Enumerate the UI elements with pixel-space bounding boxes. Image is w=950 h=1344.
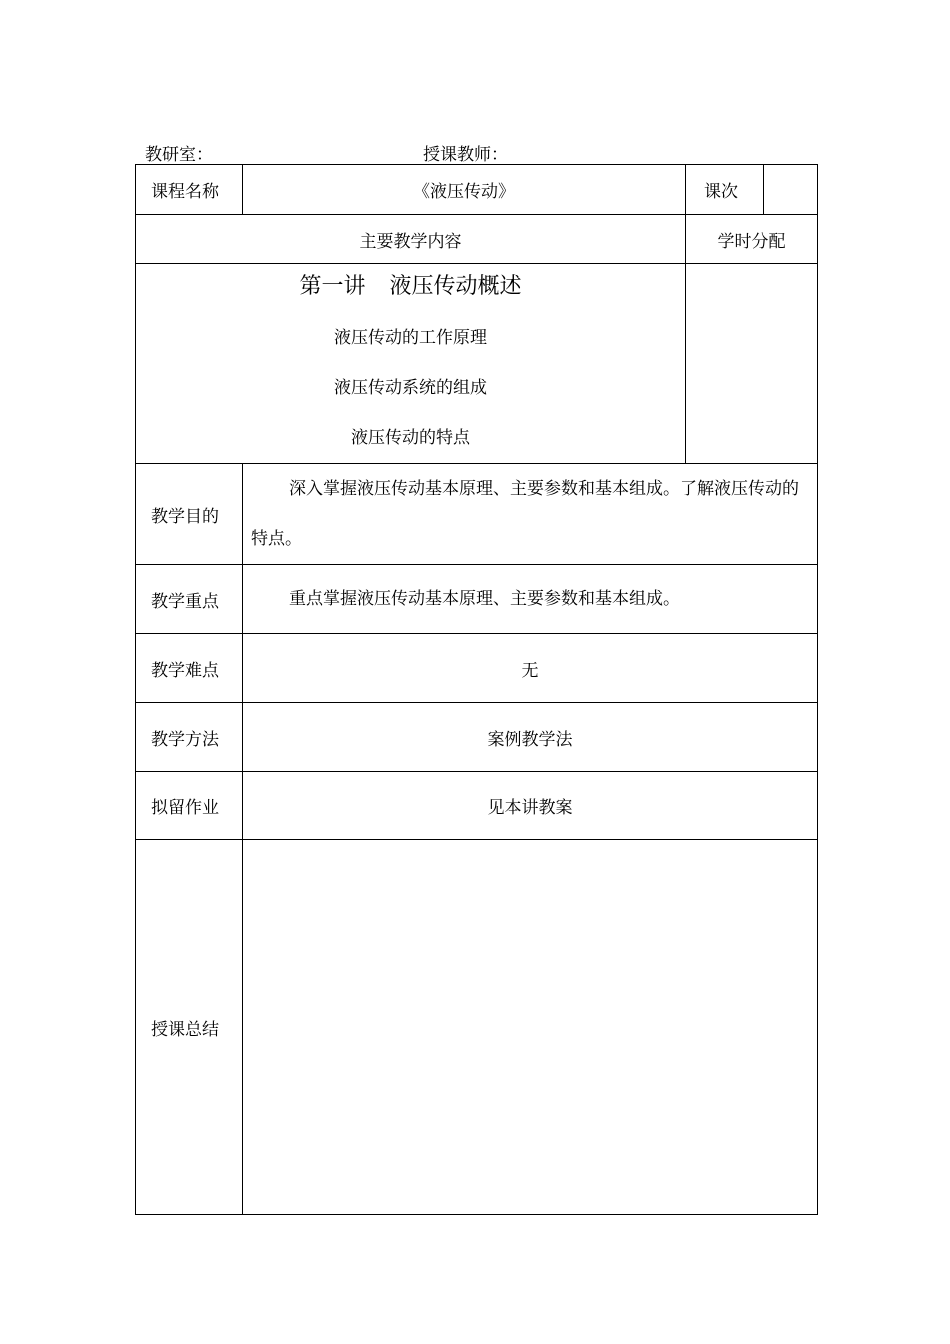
- teacher-label: 授课教师：: [423, 145, 508, 165]
- key-points-text: 重点掌握液压传动基本原理、主要参数和基本组成。: [289, 589, 680, 609]
- document-header: [145, 140, 508, 165]
- lecture-name: 液压传动概述: [389, 274, 522, 299]
- course-name-value: 《液压传动》: [243, 165, 686, 215]
- method-row: [136, 703, 818, 772]
- homework-label: 拟留作业: [136, 772, 243, 840]
- objective-cell: [243, 464, 818, 565]
- difficulties-label: 教学难点: [136, 634, 243, 703]
- homework-text: 见本讲教案: [243, 772, 818, 840]
- objective-label: 教学目的: [136, 464, 243, 565]
- difficulties-text: 无: [243, 634, 818, 703]
- method-text: 案例教学法: [243, 703, 818, 772]
- course-name-label: 课程名称: [136, 165, 243, 215]
- lecture-title: [136, 269, 685, 305]
- summary-text: [243, 840, 818, 1215]
- lesson-no-value: [764, 165, 818, 215]
- lesson-no-label: 课次: [686, 165, 764, 215]
- key-points-label: 教学重点: [136, 565, 243, 634]
- summary-label: 授课总结: [136, 840, 243, 1215]
- method-label: 教学方法: [136, 703, 243, 772]
- key-points-cell: [243, 565, 818, 634]
- topic-item: 液压传动系统的组成: [334, 378, 487, 398]
- lesson-plan-table: [135, 164, 818, 1215]
- key-points-row: [136, 565, 818, 634]
- hours-allocation-cell: [686, 264, 818, 464]
- content-row: [136, 264, 818, 464]
- topic-item: 液压传动的工作原理: [334, 328, 487, 348]
- main-content-cell: [136, 264, 686, 464]
- summary-row: [136, 840, 818, 1215]
- difficulties-row: [136, 634, 818, 703]
- teaching-office-label: 教研室：: [145, 145, 213, 165]
- homework-row: [136, 772, 818, 840]
- objective-row: [136, 464, 818, 565]
- topic-item: 液压传动的特点: [351, 428, 470, 448]
- lecture-number: 第一讲: [299, 274, 366, 299]
- main-content-label: 主要教学内容: [136, 215, 686, 264]
- course-row: [136, 165, 818, 215]
- objective-text: 深入掌握液压传动基本原理、主要参数和基本组成。了解液压传动的特点。: [251, 479, 799, 549]
- hours-label: 学时分配: [686, 215, 818, 264]
- content-header-row: [136, 215, 818, 264]
